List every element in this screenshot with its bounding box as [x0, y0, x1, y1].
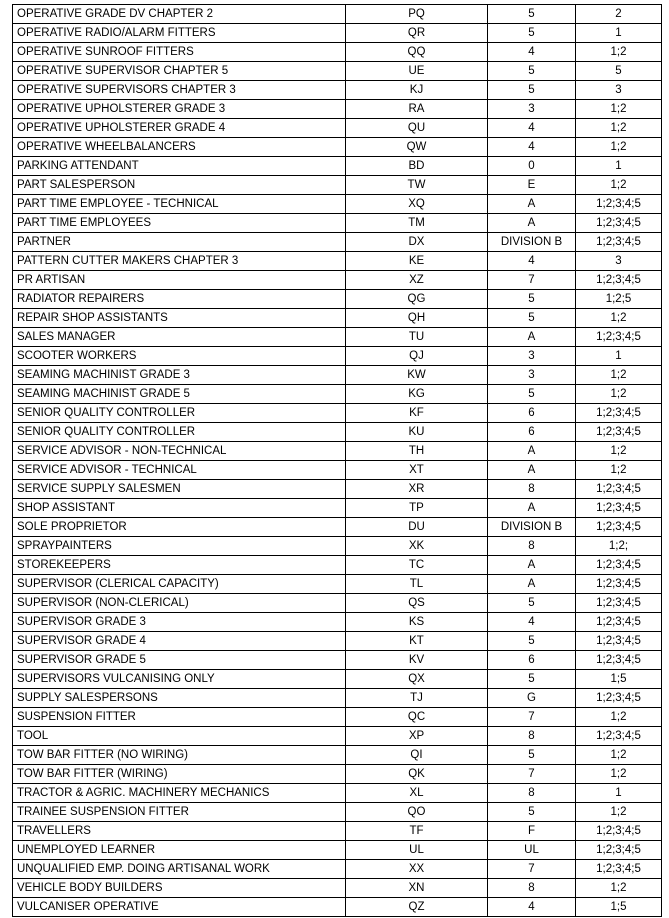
code-cell: RA — [346, 100, 488, 119]
grade-cell: 5 — [488, 62, 576, 81]
occupation-cell: TRAINEE SUSPENSION FITTER — [13, 803, 346, 822]
scope-cell: 1;5 — [576, 670, 662, 689]
grade-cell: 4 — [488, 252, 576, 271]
table-row — [13, 841, 662, 860]
table-row — [13, 670, 662, 689]
table-row — [13, 632, 662, 651]
grade-cell: 5 — [488, 594, 576, 613]
scope-cell: 1 — [576, 157, 662, 176]
occupation-cell: OPERATIVE UPHOLSTERER GRADE 4 — [13, 119, 346, 138]
occupation-cell: TRAVELLERS — [13, 822, 346, 841]
scope-cell: 1;2;3;4;5 — [576, 632, 662, 651]
grade-cell: A — [488, 556, 576, 575]
scope-cell: 1;2 — [576, 138, 662, 157]
scope-cell: 1;2;3;4;5 — [576, 233, 662, 252]
grade-cell: 5 — [488, 385, 576, 404]
table-row — [13, 803, 662, 822]
occupation-cell: TOW BAR FITTER (WIRING) — [13, 765, 346, 784]
code-cell: QR — [346, 24, 488, 43]
occupation-cell: STOREKEEPERS — [13, 556, 346, 575]
grade-cell: A — [488, 575, 576, 594]
scope-cell: 1;2;3;4;5 — [576, 860, 662, 879]
code-cell: UL — [346, 841, 488, 860]
grade-cell: 7 — [488, 271, 576, 290]
code-cell: KJ — [346, 81, 488, 100]
scope-cell: 1;2;3;4;5 — [576, 271, 662, 290]
scope-cell: 1 — [576, 24, 662, 43]
occupation-cell: SUPERVISOR (CLERICAL CAPACITY) — [13, 575, 346, 594]
table-row — [13, 746, 662, 765]
table-body — [13, 5, 662, 917]
scope-cell: 1;2 — [576, 176, 662, 195]
code-cell: XR — [346, 480, 488, 499]
occupation-cell: SUPERVISOR GRADE 3 — [13, 613, 346, 632]
code-cell: QQ — [346, 43, 488, 62]
scope-cell: 1;2 — [576, 385, 662, 404]
table-row — [13, 461, 662, 480]
table-row — [13, 442, 662, 461]
code-cell: XK — [346, 537, 488, 556]
grade-cell: A — [488, 328, 576, 347]
code-cell: XZ — [346, 271, 488, 290]
table-row — [13, 81, 662, 100]
occupation-cell: UNEMPLOYED LEARNER — [13, 841, 346, 860]
occupation-cell: SEAMING MACHINIST GRADE 5 — [13, 385, 346, 404]
table-row — [13, 860, 662, 879]
scope-cell: 1;2;3;4;5 — [576, 594, 662, 613]
grade-cell: 7 — [488, 765, 576, 784]
table-row — [13, 347, 662, 366]
scope-cell: 1;2;3;4;5 — [576, 214, 662, 233]
scope-cell: 1;2 — [576, 309, 662, 328]
code-cell: TW — [346, 176, 488, 195]
occupation-code-table — [12, 4, 662, 917]
table-row — [13, 366, 662, 385]
occupation-cell: SOLE PROPRIETOR — [13, 518, 346, 537]
table-row — [13, 5, 662, 24]
table-row — [13, 328, 662, 347]
grade-cell: 7 — [488, 708, 576, 727]
grade-cell: A — [488, 461, 576, 480]
code-cell: BD — [346, 157, 488, 176]
occupation-cell: OPERATIVE UPHOLSTERER GRADE 3 — [13, 100, 346, 119]
scope-cell: 1;2 — [576, 765, 662, 784]
scope-cell: 1;2;3;4;5 — [576, 689, 662, 708]
grade-cell: DIVISION B — [488, 518, 576, 537]
table-row — [13, 765, 662, 784]
grade-cell: A — [488, 214, 576, 233]
occupation-cell: SALES MANAGER — [13, 328, 346, 347]
occupation-cell: SERVICE SUPPLY SALESMEN — [13, 480, 346, 499]
grade-cell: 4 — [488, 613, 576, 632]
code-cell: TP — [346, 499, 488, 518]
occupation-cell: OPERATIVE GRADE DV CHAPTER 2 — [13, 5, 346, 24]
table-row — [13, 784, 662, 803]
table-row — [13, 43, 662, 62]
occupation-cell: PART TIME EMPLOYEES — [13, 214, 346, 233]
occupation-cell: OPERATIVE SUPERVISOR CHAPTER 5 — [13, 62, 346, 81]
scope-cell: 1;2;3;4;5 — [576, 822, 662, 841]
table-row — [13, 385, 662, 404]
occupation-cell: SCOOTER WORKERS — [13, 347, 346, 366]
code-cell: QU — [346, 119, 488, 138]
scope-cell: 5 — [576, 62, 662, 81]
code-cell: KE — [346, 252, 488, 271]
code-cell: QX — [346, 670, 488, 689]
occupation-cell: SENIOR QUALITY CONTROLLER — [13, 423, 346, 442]
occupation-cell: RADIATOR REPAIRERS — [13, 290, 346, 309]
scope-cell: 1;2;5 — [576, 290, 662, 309]
occupation-cell: VEHICLE BODY BUILDERS — [13, 879, 346, 898]
occupation-cell: SEAMING MACHINIST GRADE 3 — [13, 366, 346, 385]
grade-cell: 0 — [488, 157, 576, 176]
grade-cell: 4 — [488, 138, 576, 157]
scope-cell: 1;2;3;4;5 — [576, 195, 662, 214]
grade-cell: DIVISION B — [488, 233, 576, 252]
table-row — [13, 480, 662, 499]
grade-cell: 5 — [488, 670, 576, 689]
code-cell: DU — [346, 518, 488, 537]
table-row — [13, 404, 662, 423]
code-cell: DX — [346, 233, 488, 252]
code-cell: TJ — [346, 689, 488, 708]
occupation-cell: PR ARTISAN — [13, 271, 346, 290]
table-row — [13, 271, 662, 290]
scope-cell: 1;5 — [576, 898, 662, 917]
table-row — [13, 575, 662, 594]
scope-cell: 1;2 — [576, 119, 662, 138]
table-row — [13, 309, 662, 328]
table-row — [13, 176, 662, 195]
table-row — [13, 233, 662, 252]
scope-cell: 1;2;3;4;5 — [576, 613, 662, 632]
occupation-cell: PART TIME EMPLOYEE - TECHNICAL — [13, 195, 346, 214]
grade-cell: 5 — [488, 803, 576, 822]
scope-cell: 1;2;3;4;5 — [576, 499, 662, 518]
scope-cell: 1;2 — [576, 43, 662, 62]
table-row — [13, 518, 662, 537]
grade-cell: 5 — [488, 24, 576, 43]
table-row — [13, 24, 662, 43]
code-cell: TF — [346, 822, 488, 841]
scope-cell: 1;2;3;4;5 — [576, 518, 662, 537]
grade-cell: 8 — [488, 537, 576, 556]
table-row — [13, 879, 662, 898]
code-cell: QG — [346, 290, 488, 309]
occupation-cell: SHOP ASSISTANT — [13, 499, 346, 518]
table-row — [13, 423, 662, 442]
occupation-cell: SUPPLY SALESPERSONS — [13, 689, 346, 708]
code-cell: XN — [346, 879, 488, 898]
table-row — [13, 214, 662, 233]
code-cell: TH — [346, 442, 488, 461]
code-cell: TL — [346, 575, 488, 594]
table-row — [13, 62, 662, 81]
grade-cell: 4 — [488, 898, 576, 917]
grade-cell: A — [488, 195, 576, 214]
table-row — [13, 689, 662, 708]
grade-cell: 5 — [488, 81, 576, 100]
code-cell: TC — [346, 556, 488, 575]
code-cell: QW — [346, 138, 488, 157]
scope-cell: 1 — [576, 347, 662, 366]
grade-cell: 8 — [488, 879, 576, 898]
table-row — [13, 898, 662, 917]
code-cell: XT — [346, 461, 488, 480]
occupation-cell: SERVICE ADVISOR - TECHNICAL — [13, 461, 346, 480]
code-cell: PQ — [346, 5, 488, 24]
table-row — [13, 499, 662, 518]
code-cell: QS — [346, 594, 488, 613]
code-cell: KS — [346, 613, 488, 632]
scope-cell: 1;2;3;4;5 — [576, 328, 662, 347]
occupation-cell: VULCANISER OPERATIVE — [13, 898, 346, 917]
table-row — [13, 556, 662, 575]
grade-cell: 3 — [488, 100, 576, 119]
grade-cell: 4 — [488, 43, 576, 62]
code-cell: TU — [346, 328, 488, 347]
grade-cell: 6 — [488, 651, 576, 670]
scope-cell: 1;2;3;4;5 — [576, 841, 662, 860]
grade-cell: 3 — [488, 347, 576, 366]
table-row — [13, 100, 662, 119]
scope-cell: 1;2; — [576, 537, 662, 556]
code-cell: QO — [346, 803, 488, 822]
table-row — [13, 708, 662, 727]
grade-cell: 5 — [488, 632, 576, 651]
code-cell: QH — [346, 309, 488, 328]
scope-cell: 1;2 — [576, 803, 662, 822]
code-cell: KU — [346, 423, 488, 442]
table-row — [13, 651, 662, 670]
grade-cell: A — [488, 499, 576, 518]
scope-cell: 1;2;3;4;5 — [576, 575, 662, 594]
table-row — [13, 195, 662, 214]
occupation-cell: SUSPENSION FITTER — [13, 708, 346, 727]
table-row — [13, 252, 662, 271]
occupation-cell: TRACTOR & AGRIC. MACHINERY MECHANICS — [13, 784, 346, 803]
scope-cell: 1;2 — [576, 100, 662, 119]
grade-cell: 5 — [488, 5, 576, 24]
grade-cell: 8 — [488, 784, 576, 803]
code-cell: QI — [346, 746, 488, 765]
grade-cell: 7 — [488, 860, 576, 879]
occupation-cell: OPERATIVE WHEELBALANCERS — [13, 138, 346, 157]
grade-cell: 8 — [488, 727, 576, 746]
grade-cell: A — [488, 442, 576, 461]
scope-cell: 1 — [576, 784, 662, 803]
scope-cell: 1;2;3;4;5 — [576, 404, 662, 423]
table-row — [13, 290, 662, 309]
table-row — [13, 822, 662, 841]
code-cell: TM — [346, 214, 488, 233]
scope-cell: 1;2 — [576, 879, 662, 898]
occupation-cell: SUPERVISOR GRADE 4 — [13, 632, 346, 651]
scope-cell: 1;2 — [576, 746, 662, 765]
scope-cell: 1;2;3;4;5 — [576, 651, 662, 670]
occupation-cell: REPAIR SHOP ASSISTANTS — [13, 309, 346, 328]
grade-cell: 5 — [488, 290, 576, 309]
code-cell: XP — [346, 727, 488, 746]
table-row — [13, 727, 662, 746]
grade-cell: UL — [488, 841, 576, 860]
occupation-cell: PATTERN CUTTER MAKERS CHAPTER 3 — [13, 252, 346, 271]
scope-cell: 3 — [576, 252, 662, 271]
grade-cell: 6 — [488, 423, 576, 442]
occupation-cell: OPERATIVE SUPERVISORS CHAPTER 3 — [13, 81, 346, 100]
grade-cell: 8 — [488, 480, 576, 499]
occupation-cell: SERVICE ADVISOR - NON-TECHNICAL — [13, 442, 346, 461]
scope-cell: 1;2;3;4;5 — [576, 480, 662, 499]
occupation-cell: SPRAYPAINTERS — [13, 537, 346, 556]
table-row — [13, 594, 662, 613]
occupation-cell: TOOL — [13, 727, 346, 746]
code-cell: KG — [346, 385, 488, 404]
code-cell: KW — [346, 366, 488, 385]
occupation-cell: SUPERVISORS VULCANISING ONLY — [13, 670, 346, 689]
grade-cell: F — [488, 822, 576, 841]
scope-cell: 1;2 — [576, 366, 662, 385]
grade-cell: G — [488, 689, 576, 708]
occupation-cell: TOW BAR FITTER (NO WIRING) — [13, 746, 346, 765]
code-cell: QK — [346, 765, 488, 784]
grade-cell: 4 — [488, 119, 576, 138]
scope-cell: 2 — [576, 5, 662, 24]
code-cell: KV — [346, 651, 488, 670]
table-row — [13, 537, 662, 556]
code-cell: KT — [346, 632, 488, 651]
grade-cell: 6 — [488, 404, 576, 423]
occupation-cell: UNQUALIFIED EMP. DOING ARTISANAL WORK — [13, 860, 346, 879]
grade-cell: 5 — [488, 309, 576, 328]
scope-cell: 1;2 — [576, 461, 662, 480]
occupation-cell: PARTNER — [13, 233, 346, 252]
occupation-cell: SUPERVISOR GRADE 5 — [13, 651, 346, 670]
scope-cell: 1;2;3;4;5 — [576, 556, 662, 575]
occupation-cell: SUPERVISOR (NON-CLERICAL) — [13, 594, 346, 613]
code-cell: QJ — [346, 347, 488, 366]
code-cell: KF — [346, 404, 488, 423]
occupation-cell: SENIOR QUALITY CONTROLLER — [13, 404, 346, 423]
occupation-cell: PARKING ATTENDANT — [13, 157, 346, 176]
occupation-cell: PART SALESPERSON — [13, 176, 346, 195]
grade-cell: E — [488, 176, 576, 195]
scope-cell: 1;2 — [576, 442, 662, 461]
table-row — [13, 157, 662, 176]
grade-cell: 3 — [488, 366, 576, 385]
code-cell: XL — [346, 784, 488, 803]
scope-cell: 1;2 — [576, 708, 662, 727]
grade-cell: 5 — [488, 746, 576, 765]
occupation-cell: OPERATIVE SUNROOF FITTERS — [13, 43, 346, 62]
table-row — [13, 119, 662, 138]
code-cell: XX — [346, 860, 488, 879]
code-cell: QZ — [346, 898, 488, 917]
scope-cell: 1;2;3;4;5 — [576, 727, 662, 746]
table-row — [13, 138, 662, 157]
scope-cell: 1;2;3;4;5 — [576, 423, 662, 442]
table-row — [13, 613, 662, 632]
code-cell: UE — [346, 62, 488, 81]
scope-cell: 3 — [576, 81, 662, 100]
occupation-cell: OPERATIVE RADIO/ALARM FITTERS — [13, 24, 346, 43]
code-cell: QC — [346, 708, 488, 727]
code-cell: XQ — [346, 195, 488, 214]
